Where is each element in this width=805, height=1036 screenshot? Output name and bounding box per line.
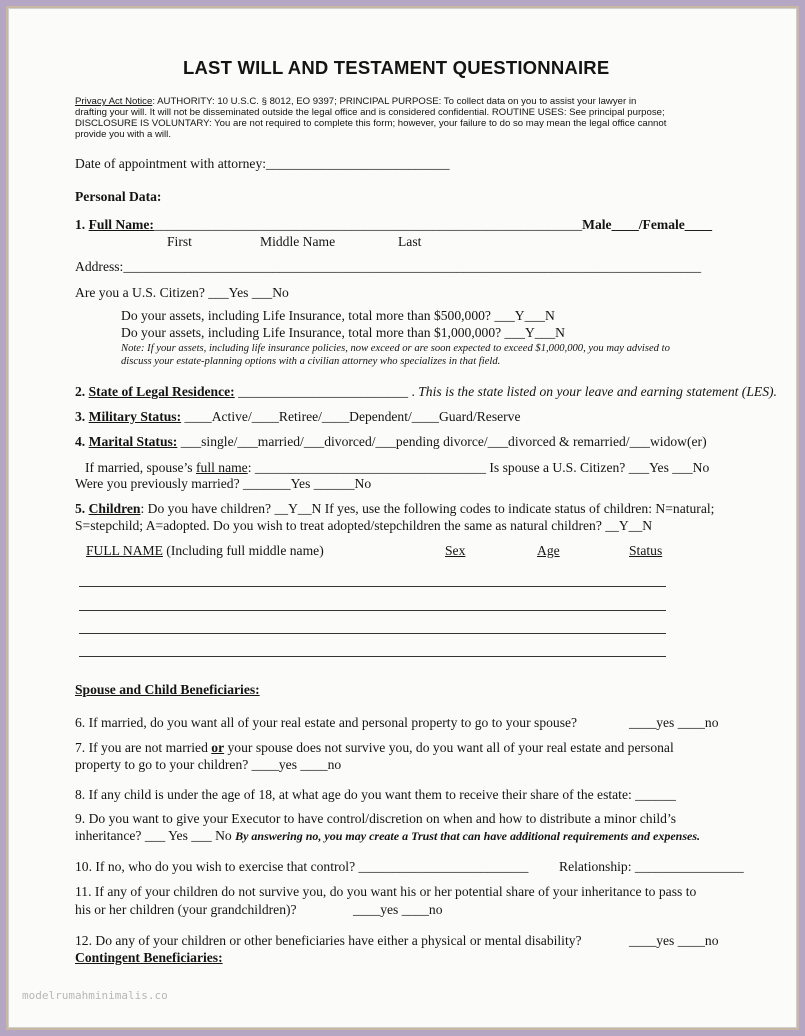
marital-status-row [75,434,707,450]
marital-status-label: Marital Status: [88,434,178,449]
q2-number: 2. [75,384,86,399]
q1-number: 1. [75,217,86,232]
assets-note-line-1: Note: If your assets, including life insurance policies, now exceed or are soon expected to exceed $1,000,000, you may advised to [121,343,670,354]
children-row [75,501,714,517]
contingent-beneficiaries-heading: Contingent Beneficiaries: [75,950,223,965]
full-name-row [75,217,712,233]
q6-answer[interactable]: ____yes ____no [629,715,719,730]
full-name-column-label: FULL NAME [86,543,163,558]
legal-residence-field[interactable]: _________________________ . [234,384,415,399]
gender-field[interactable]: Male____/Female____ [582,217,712,232]
child-entry-line[interactable] [79,586,666,587]
document-page [8,8,797,1028]
legal-residence-label: State of Legal Residence: [88,384,235,399]
first-name-caption: First [167,234,192,249]
q9-note: By answering no, you may create a Trust that can have additional requirements and expenses. [235,829,700,843]
q9-answer[interactable]: inheritance? ___ Yes ___ No [75,828,236,843]
q5-number: 5. [75,501,86,516]
q7-or: or [211,740,225,755]
assets-note-line-2: discuss your estate-planning options with a civilian attorney who specializes in that field. [121,356,501,367]
q12-answer[interactable]: ____yes ____no [629,933,719,948]
appointment-date-field[interactable]: Date of appointment with attorney:___________________________ [75,156,450,171]
status-column-header: Status [629,543,663,558]
privacy-notice-line-4: provide you with a will. [75,129,171,140]
privacy-notice-line-3: DISCLOSURE IS VOLUNTARY: You are not required to complete this form; however, your failure to do so may mean the legal office cannot [75,118,667,129]
children-codes-line[interactable]: S=stepchild; A=adopted. Do you wish to treat adopted/stepchildren the same as natural children? __Y__N [75,518,653,533]
full-name-column-note: (Including full middle name) [162,543,324,558]
military-status-row [75,409,521,425]
last-name-caption: Last [398,234,422,249]
q12-question: 12. Do any of your children or other beneficiaries have either a physical or mental disability? [75,933,582,948]
military-status-label: Military Status: [88,409,182,424]
personal-data-heading: Personal Data: [75,189,162,204]
page-title: LAST WILL AND TESTAMENT QUESTIONNAIRE [183,57,610,78]
full-name-label: Full Name: [88,217,154,232]
q9-line-1: 9. Do you want to give your Executor to have control/discretion on when and how to distribute a minor child’s [75,811,677,826]
children-table-header-name [86,543,324,559]
spouse-field[interactable]: : __________________________________ Is spouse a U.S. Citizen? ___Yes ___No [247,460,710,475]
q7-rest: your spouse does not survive you, do you want all of your real estate and personal [224,740,674,755]
sex-column-header: Sex [445,543,466,558]
children-question[interactable]: : Do you have children? __Y__N If yes, use the following codes to indicate status of children: N=natural; [140,501,715,516]
marital-status-options[interactable]: ___single/___married/___divorced/___pending divorce/___divorced & remarried/___widow(er) [177,434,707,449]
q7-line-1 [75,740,674,756]
q7-line-2[interactable]: property to go to your children? ____yes ____no [75,757,342,772]
q11-line-1: 11. If any of your children do not survive you, do you want his or her potential share of your inheritance to pass to [75,884,697,899]
spouse-child-beneficiaries-heading: Spouse and Child Beneficiaries: [75,682,260,697]
child-entry-line[interactable] [79,633,666,634]
previously-married-question[interactable]: Were you previously married? _______Yes ______No [75,476,372,491]
q10-question[interactable]: 10. If no, who do you wish to exercise that control? _________________________ [75,859,529,874]
address-field[interactable]: Address:_____________________________________________________________________________________ [75,259,702,274]
spouse-name-row[interactable] [85,460,709,476]
children-label: Children [88,501,141,516]
q9-line-2[interactable] [75,828,700,844]
military-status-options[interactable]: ____Active/____Retiree/____Dependent/____Guard/Reserve [181,409,521,424]
legal-residence-row [75,384,777,400]
q11-answer[interactable]: ____yes ____no [353,902,443,917]
watermark: modelrumahminimalis.co [22,989,168,1002]
assets-500k-question[interactable]: Do your assets, including Life Insurance, total more than $500,000? ___Y___N [121,308,555,323]
q8-question[interactable]: 8. If any child is under the age of 18, at what age do you want them to receive their share of the estate: ______ [75,787,676,802]
q6-question: 6. If married, do you want all of your real estate and personal property to go to your spouse? [75,715,578,730]
child-entry-line[interactable] [79,610,666,611]
legal-residence-note: This is the state listed on your leave and earning statement (LES). [414,384,777,399]
spouse-prefix: If married, spouse’s [85,460,196,475]
q10-relationship[interactable]: Relationship: ________________ [559,859,744,874]
child-entry-line[interactable] [79,656,666,657]
q4-number: 4. [75,434,86,449]
q11-line-2: his or her children (your grandchildren)? [75,902,297,917]
citizen-question[interactable]: Are you a U.S. Citizen? ___Yes ___No [75,285,289,300]
age-column-header: Age [537,543,560,558]
privacy-notice-line-1 [75,96,636,108]
assets-1m-question[interactable]: Do your assets, including Life Insurance, total more than $1,000,000? ___Y___N [121,325,565,340]
privacy-notice-label: Privacy Act Notice [75,96,153,107]
middle-name-caption: Middle Name [260,234,336,249]
q3-number: 3. [75,409,86,424]
q7-prefix: 7. If you are not married [75,740,212,755]
spouse-full-name-label: full name [196,460,248,475]
full-name-field[interactable]: _______________________________________________________________ [153,217,583,232]
privacy-notice-text: : AUTHORITY: 10 U.S.C. § 8012, EO 9397; PRINCIPAL PURPOSE: To collect data on you to assist your lawyer in [152,96,637,107]
privacy-notice-line-2: drafting your will. It will not be disseminated outside the legal office and is considered confidential. ROUTINE USES: See principal purpose; [75,107,665,118]
